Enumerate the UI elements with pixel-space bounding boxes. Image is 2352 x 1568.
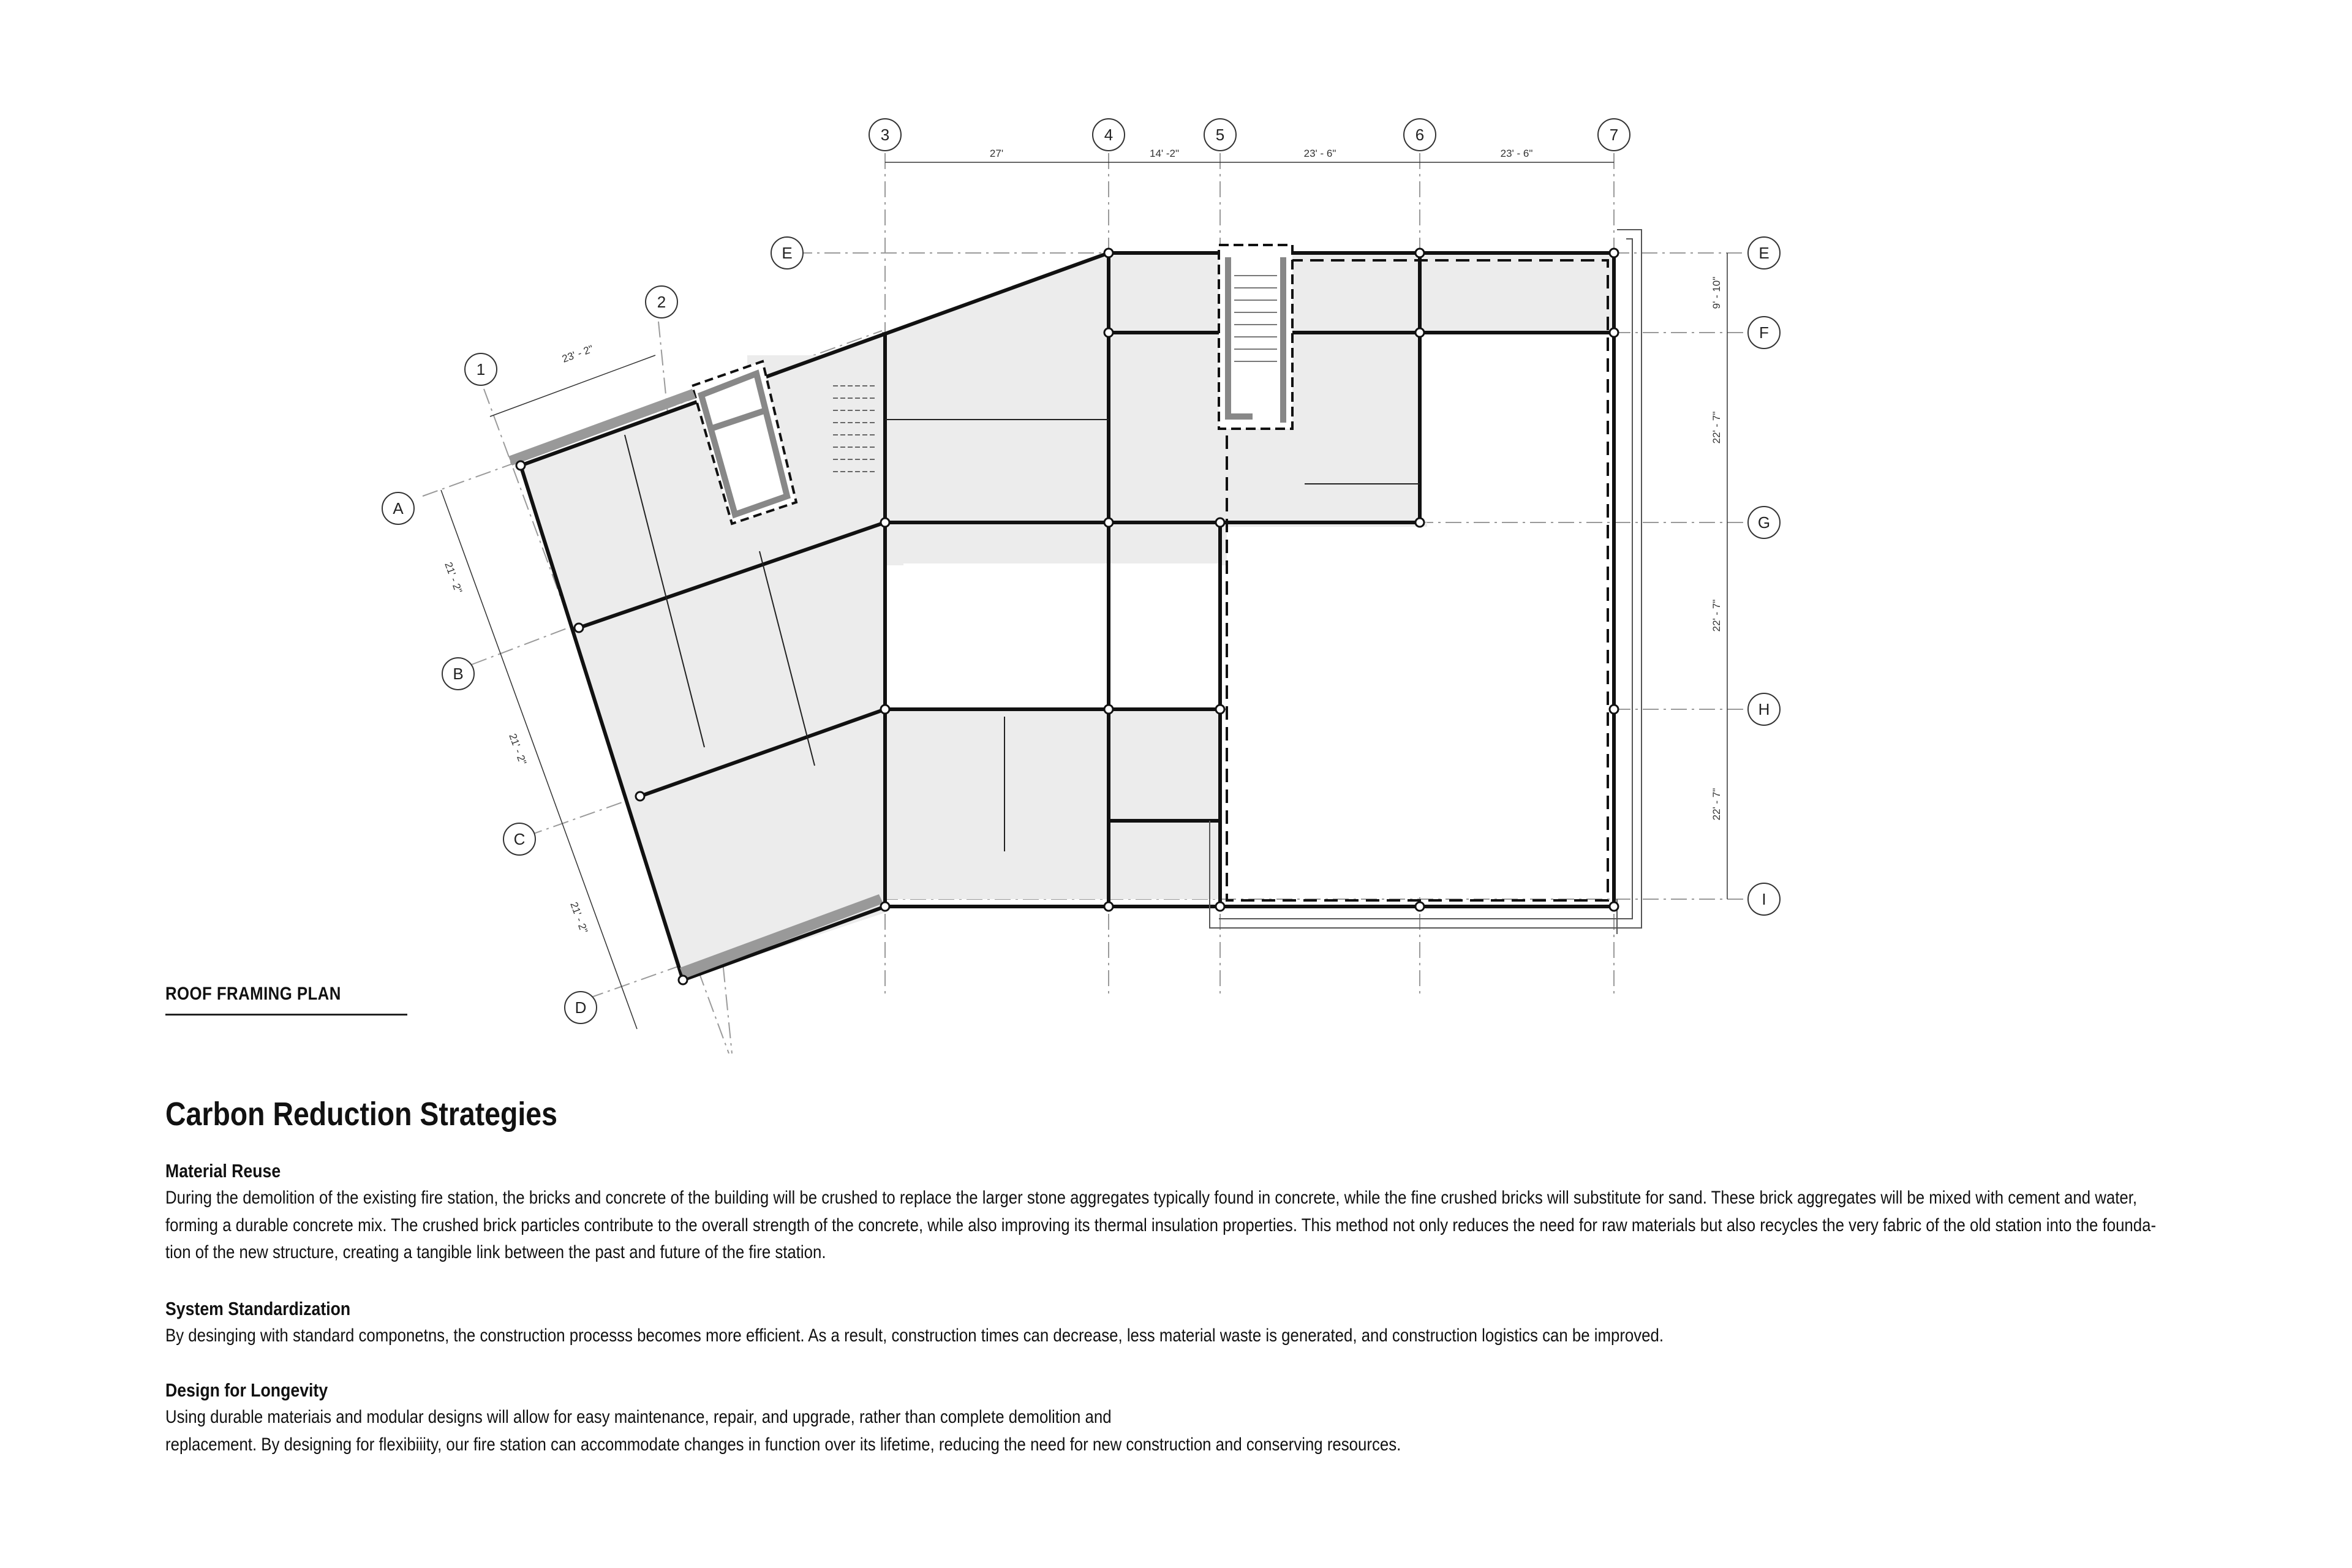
dimension-label: 21' - 2" (507, 732, 529, 767)
section-title: System Standardization (165, 1298, 351, 1319)
section-line: During the demolition of the existing fire station, the bricks and concrete of the building will be crushed to replace the larger stone aggregates typically found in concrete, while the fine crushed bricks will substitute for sand. These brick aggregates will be mixed with cement and water, (165, 1188, 2138, 1208)
grid-5-label: 5 (1215, 126, 1225, 144)
section-material-reuse (165, 1158, 2352, 1267)
grid-B-label: B (453, 665, 464, 683)
dimension-label: 23' - 6" (1500, 148, 1533, 159)
grid-D-label: D (575, 998, 587, 1017)
grid-E-label: E (1758, 244, 1770, 262)
dimension-label: 23' - 2" (560, 342, 595, 365)
grid-F-label: F (1759, 323, 1769, 342)
section-line: Using durable materiais and modular designs will allow for easy maintenance, repair, and upgrade, rather than complete demolition and (165, 1407, 1112, 1427)
grid-G-label: G (1757, 513, 1771, 532)
section-system-standardization (165, 1295, 2352, 1350)
grid-I-label: I (1762, 890, 1766, 908)
section-title: Design for Longevity (165, 1379, 328, 1401)
stair-core (1219, 245, 1292, 429)
grid-A-label: A (393, 499, 404, 518)
dimension-label: 22' - 7" (1711, 411, 1722, 444)
dimension-label: 9' - 10" (1711, 276, 1722, 309)
dimension-label: 22' - 7" (1711, 788, 1722, 821)
plan-title-underline (165, 1014, 407, 1016)
section-line: replacement. By designing for flexibiiity, our fire station can accommodate changes in function over its lifetime, reducing the need for new construction and conserving resources. (165, 1434, 1401, 1455)
dimension-label: 21' - 2" (568, 900, 590, 935)
grid-H-label: H (1758, 700, 1770, 718)
dimension-label: 14' -2" (1149, 148, 1180, 159)
dimension-label: 21' - 2" (442, 560, 465, 595)
grid-4-label: 4 (1104, 126, 1114, 144)
section-line: forming a durable concrete mix. The crushed brick particles contribute to the overall strength of the concrete, while also improving its thermal insulation properties. This method not only reduces the need for raw materials but also recycles the very fabric of the old station into the founda- (165, 1215, 2157, 1235)
dimension-label: 23' - 6" (1303, 148, 1336, 159)
dimension-label: 27' (989, 148, 1004, 159)
plan-title: ROOF FRAMING PLAN (165, 984, 341, 1004)
grid-3-label: 3 (880, 126, 890, 144)
grid-1-label: 1 (476, 360, 486, 379)
grid-2-label: 2 (657, 293, 666, 311)
section-design-for-longevity (165, 1377, 2352, 1458)
grid-e-left-label: E (782, 244, 793, 262)
grid-6-label: 6 (1415, 126, 1425, 144)
grid-C-label: C (513, 830, 526, 848)
dimension-label: 22' - 7" (1711, 599, 1722, 632)
section-line: tion of the new structure, creating a tangible link between the past and future of the fire station. (165, 1242, 826, 1262)
grid-7-label: 7 (1609, 126, 1619, 144)
section-line: By desinging with standard componetns, the construction processs becomes more efficient. As a result, construction times can decrease, less material waste is generated, and construction logistics can be improved. (165, 1325, 1664, 1346)
section-title: Material Reuse (165, 1160, 281, 1182)
page-heading: Carbon Reduction Strategies (165, 1096, 557, 1133)
